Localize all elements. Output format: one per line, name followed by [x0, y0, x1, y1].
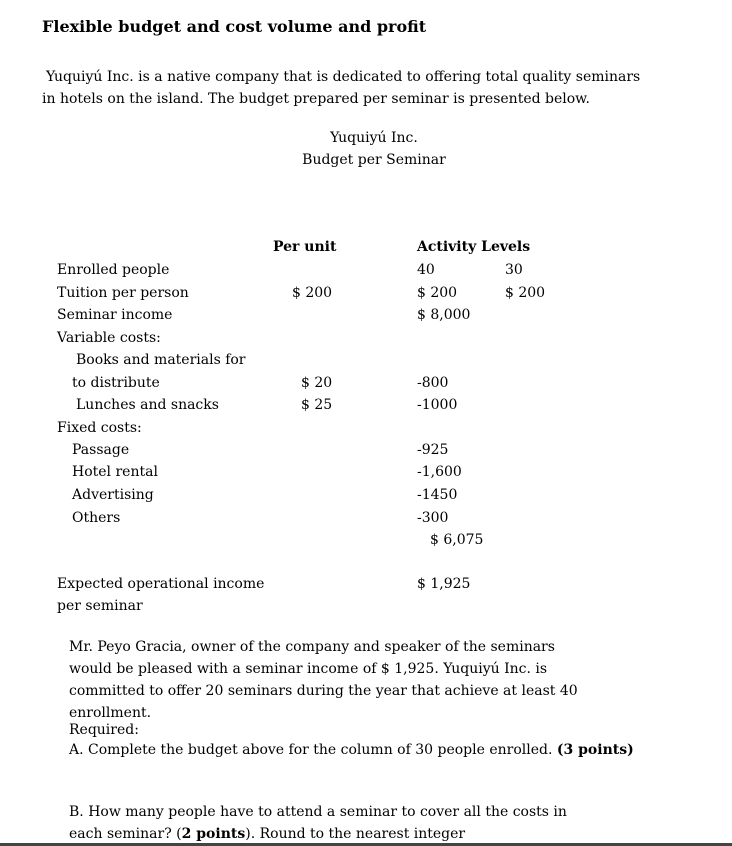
lunches-40: -1000	[417, 397, 458, 413]
requirement-a	[69, 741, 634, 759]
row-label-books-1: Books and materials for	[76, 352, 246, 368]
requirement-a-points: (3 points)	[556, 742, 634, 758]
row-label-expected-1: Expected operational income	[57, 576, 265, 592]
expected-income-40: $ 1,925	[417, 576, 471, 592]
lunches-per-unit: $ 25	[301, 397, 333, 413]
books-per-unit: $ 20	[301, 375, 333, 391]
tuition-30: $ 200	[505, 285, 546, 301]
row-label-advertising: Advertising	[72, 487, 154, 503]
owner-paragraph: Mr. Peyo Gracia, owner of the company and speaker of the seminars would be pleased with a seminar income of $ 1,925. Yuquiyú Inc. is committed to offer 20 seminars during the year that achieve at least 40 enrollment.	[69, 639, 578, 721]
enrolled-30: 30	[505, 262, 523, 278]
requirement-b-text: B. How many people have to attend a seminar to cover all the costs in each seminar? (	[69, 804, 567, 842]
row-label-passage: Passage	[72, 442, 130, 458]
requirement-b-tail: ). Round to the nearest integer	[245, 826, 466, 842]
per-unit-header: Per unit	[273, 239, 337, 255]
requirement-a-text: A. Complete the budget above for the column of 30 people enrolled.	[69, 742, 553, 758]
page-title: Flexible budget and cost volume and profit	[42, 17, 427, 36]
activity-levels-header: Activity Levels	[417, 239, 531, 255]
tuition-40: $ 200	[417, 285, 458, 301]
tuition-per-unit: $ 200	[292, 285, 333, 301]
row-label-lunches: Lunches and snacks	[76, 397, 219, 413]
row-label-enrolled: Enrolled people	[57, 262, 170, 278]
row-label-tuition: Tuition per person	[57, 285, 189, 301]
budget-title: Budget per Seminar	[302, 152, 446, 168]
row-label-expected-2: per seminar	[57, 598, 143, 614]
hotel-40: -1,600	[417, 464, 462, 480]
others-40: -300	[417, 510, 449, 526]
row-label-variable-costs: Variable costs:	[57, 330, 161, 346]
requirement-b-points: 2 points	[181, 826, 246, 842]
enrolled-40: 40	[417, 262, 435, 278]
row-label-income: Seminar income	[57, 307, 173, 323]
company-name: Yuquiyú Inc.	[330, 130, 418, 146]
total-fixed-40: $ 6,075	[430, 532, 484, 548]
row-label-hotel: Hotel rental	[72, 464, 158, 480]
requirement-b	[69, 801, 569, 845]
income-40: $ 8,000	[417, 307, 471, 323]
row-label-fixed-costs: Fixed costs:	[57, 420, 142, 436]
advertising-40: -1450	[417, 487, 458, 503]
required-label: Required:	[69, 722, 139, 738]
books-40: -800	[417, 375, 449, 391]
row-label-books-2: to distribute	[72, 375, 160, 391]
passage-40: -925	[417, 442, 449, 458]
row-label-others: Others	[72, 510, 121, 526]
intro-paragraph: Yuquiyú Inc. is a native company that is dedicated to offering total quality seminars in hotels on the island. The budget prepared per seminar is presented below.	[42, 69, 641, 107]
